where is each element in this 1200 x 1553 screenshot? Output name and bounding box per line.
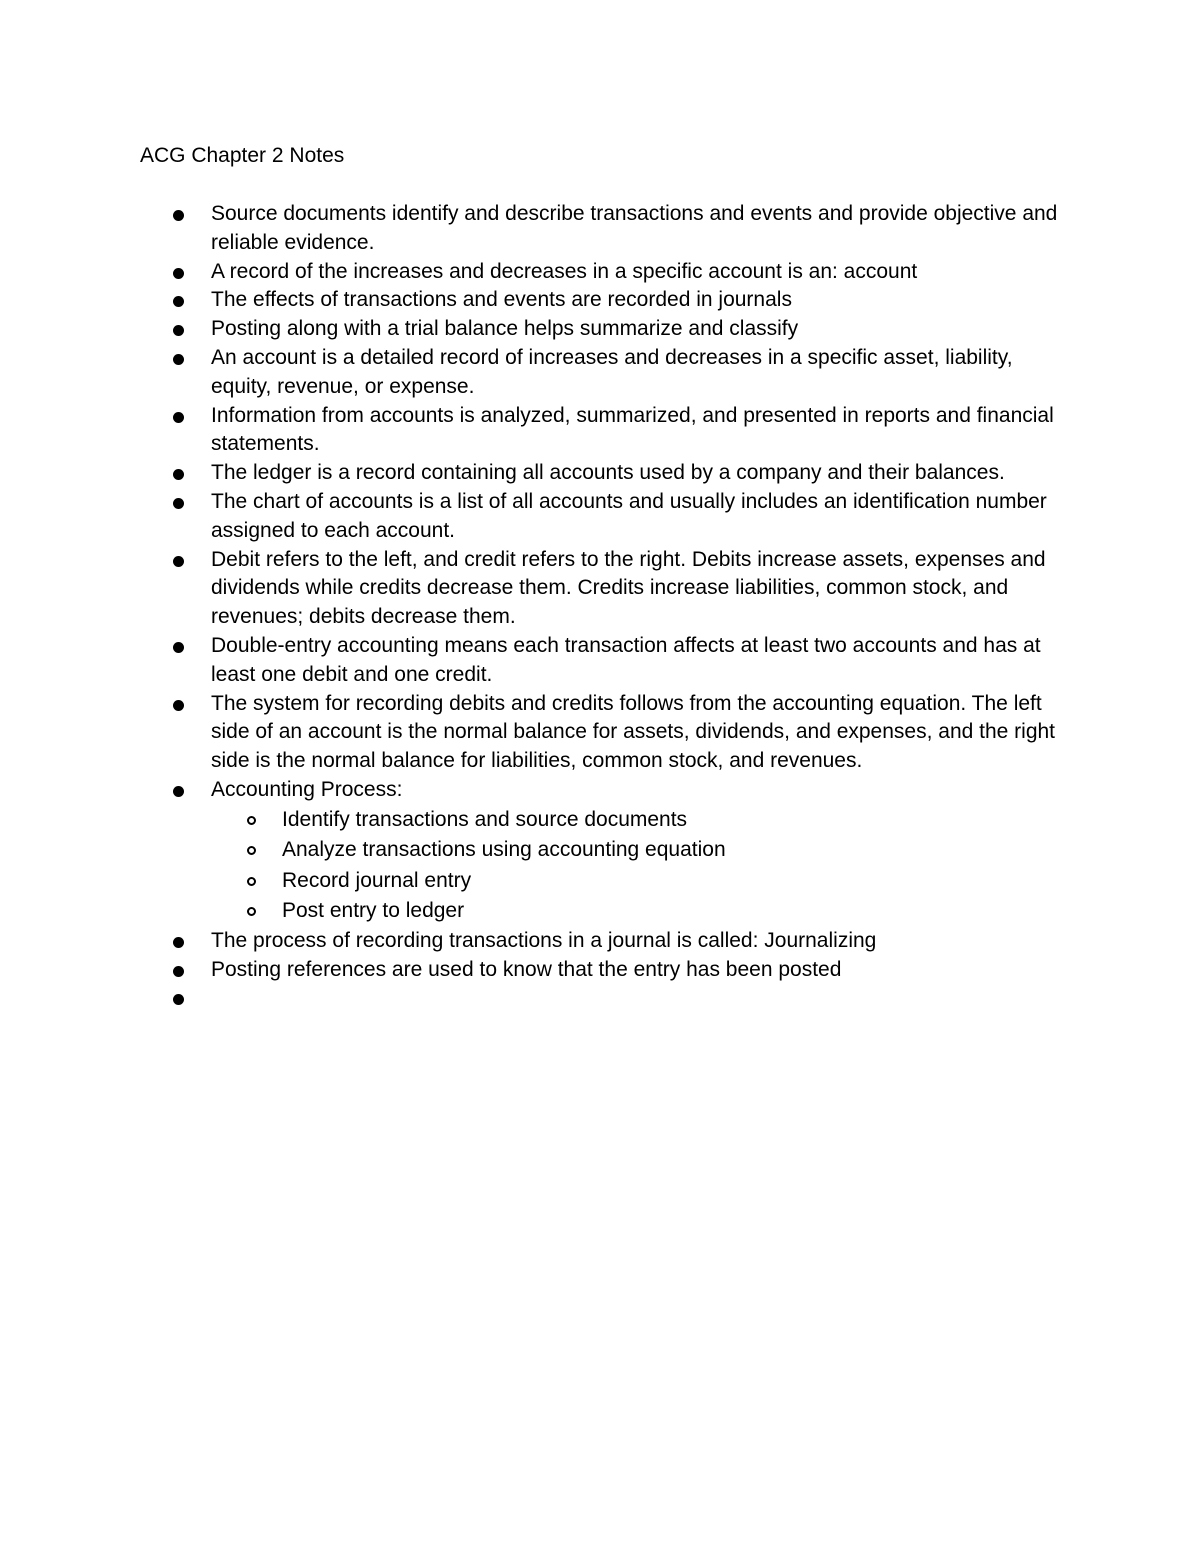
bullet-icon — [173, 268, 184, 279]
bullet-icon — [173, 354, 184, 365]
bullet-icon — [173, 325, 184, 336]
note-item — [0, 546, 1061, 632]
note-text: The ledger is a record containing all accounts used by a company and their balances. — [211, 461, 1005, 485]
note-item — [0, 927, 1061, 956]
note-item — [0, 488, 1061, 546]
process-step — [211, 896, 1061, 927]
note-text: Information from accounts is analyzed, summarized, and presented in reports and financial statements. — [211, 403, 1054, 456]
bullet-icon — [173, 786, 184, 797]
process-step-text: Identify transactions and source documents — [282, 807, 688, 831]
notes-list — [0, 200, 1200, 1013]
document-title: ACG Chapter 2 Notes — [140, 144, 345, 167]
process-step-text: Post entry to ledger — [282, 899, 465, 923]
note-item — [0, 632, 1061, 690]
note-text: Accounting Process: — [211, 777, 403, 801]
note-item — [0, 200, 1061, 258]
note-item — [0, 344, 1061, 402]
note-item — [0, 402, 1061, 460]
bullet-icon — [173, 994, 184, 1005]
note-item — [0, 690, 1061, 776]
note-item-accounting-process — [0, 776, 1061, 927]
bullet-icon — [173, 469, 184, 480]
note-item — [0, 286, 1061, 315]
note-text: The effects of transactions and events are recorded in journals — [211, 288, 792, 312]
note-text: A record of the increases and decreases in a specific account is an: account — [211, 259, 918, 283]
note-text: The system for recording debits and credits follows from the accounting equation. The left side of an account is the normal balance for assets, dividends, and expenses, and the right side is the normal balance for liabilities, common stock, and revenues. — [211, 691, 1056, 773]
process-step — [211, 835, 1061, 866]
hollow-circle-bullet-icon — [247, 877, 256, 886]
process-step — [211, 866, 1061, 897]
bullet-icon — [173, 556, 184, 567]
note-text: Source documents identify and describe transactions and events and provide objective and reliable evidence. — [211, 202, 1058, 254]
note-text: Posting along with a trial balance helps summarize and classify — [211, 317, 799, 341]
note-item — [0, 459, 1061, 488]
process-step-text: Analyze transactions using accounting equation — [282, 838, 726, 862]
process-step-text: Record journal entry — [282, 868, 472, 892]
note-text: Debit refers to the left, and credit refers to the right. Debits increase assets, expenses and dividends while credits decrease them. Credits increase liabilities, common stock, and revenues; debits decrease them. — [211, 547, 1046, 629]
process-steps-list — [211, 805, 1061, 927]
hollow-circle-bullet-icon — [247, 816, 256, 825]
note-text: The chart of accounts is a list of all accounts and usually includes an identification number assigned to each account. — [211, 489, 1047, 542]
bullet-icon — [173, 210, 184, 221]
bullet-icon — [173, 412, 184, 423]
bullet-icon — [173, 498, 184, 509]
note-item — [0, 258, 1061, 287]
note-item — [0, 956, 1061, 985]
note-item — [0, 315, 1061, 344]
note-text: Double-entry accounting means each transaction affects at least two accounts and has at least one debit and one credit. — [211, 633, 1041, 686]
bullet-icon — [173, 966, 184, 977]
note-item-empty — [0, 984, 1061, 1013]
process-step — [211, 805, 1061, 836]
hollow-circle-bullet-icon — [247, 907, 256, 916]
hollow-circle-bullet-icon — [247, 846, 256, 855]
note-text: The process of recording transactions in a journal is called: Journalizing — [211, 928, 877, 952]
note-text: An account is a detailed record of increases and decreases in a specific asset, liability, equity, revenue, or expense. — [211, 345, 1013, 398]
bullet-icon — [173, 700, 184, 711]
bullet-icon — [173, 937, 184, 948]
bullet-icon — [173, 642, 184, 653]
bullet-icon — [173, 296, 184, 307]
note-text: Posting references are used to know that the entry has been posted — [211, 957, 842, 981]
